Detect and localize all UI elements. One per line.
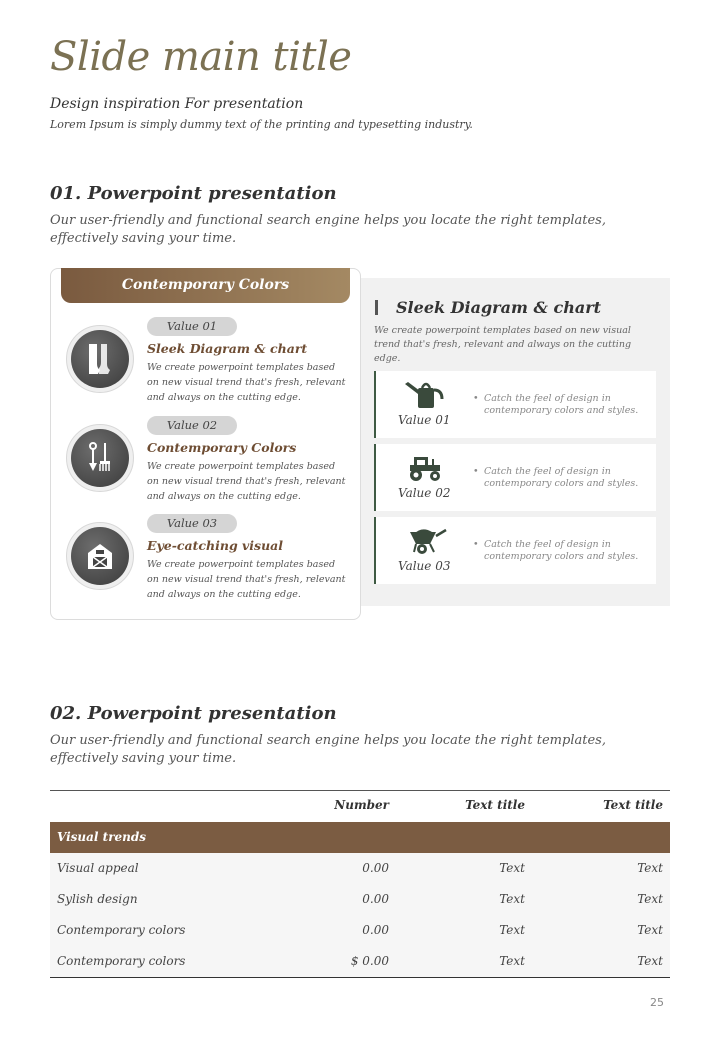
table-row: [50, 915, 670, 946]
icon-circle: [66, 424, 134, 492]
diagram-panel: [361, 278, 670, 606]
boots-icon: [85, 342, 115, 376]
table-cell: Sylish design: [57, 892, 138, 906]
table-header-cell: Text title: [465, 798, 525, 812]
item-title: Eye-catching visual: [147, 538, 284, 553]
card-item: [66, 416, 356, 511]
value-box: [374, 371, 656, 438]
barn-icon: [85, 541, 115, 571]
panel-title: Sleek Diagram & chart: [396, 298, 602, 317]
table-cell: Contemporary colors: [57, 923, 186, 937]
value-label: Value 01: [398, 413, 451, 427]
card-header: Contemporary Colors: [61, 268, 350, 303]
section1-desc: Our user-friendly and functional search engine helps you locate the right templates, effectively saving your time.: [50, 213, 606, 246]
table-cell: 0.00: [362, 923, 389, 937]
page-title: Slide main title: [50, 34, 352, 80]
table-group-row: [50, 822, 670, 853]
value-label: Value 02: [398, 486, 451, 500]
lorem-text: Lorem Ipsum is simply dummy text of the printing and typesetting industry.: [50, 118, 473, 131]
table-row: [50, 946, 670, 977]
table-cell: Text: [499, 861, 525, 875]
table-cell: Text: [499, 923, 525, 937]
page-subtitle: Design inspiration For presentation: [50, 96, 304, 112]
icon-circle: [66, 325, 134, 393]
table-header-cell: Text title: [603, 798, 663, 812]
table-cell: $ 0.00: [350, 954, 389, 968]
item-title: Contemporary Colors: [147, 440, 297, 455]
values-card: [50, 268, 361, 620]
table-cell: Contemporary colors: [57, 954, 186, 968]
value-bullet: • Catch the feel of design in contemporary colors and styles.: [473, 466, 648, 490]
table-cell: 0.00: [362, 861, 389, 875]
table-cell: Text: [637, 861, 663, 875]
section2-title: 02. Powerpoint presentation: [50, 703, 337, 724]
item-text: We create powerpoint templates based on new visual trend that's fresh, relevant and always on the cutting edge.: [147, 461, 346, 502]
value-pill: Value 01: [147, 317, 237, 336]
section2-desc: Our user-friendly and functional search engine helps you locate the right templates, effectively saving your time.: [50, 733, 606, 766]
tractor-icon: [402, 451, 448, 483]
card-item: [66, 317, 356, 412]
panel-desc: We create powerpoint templates based on new visual trend that's fresh, relevant and always on the cutting edge.: [374, 325, 632, 364]
card-item: [66, 514, 356, 609]
value-pill: Value 02: [147, 416, 237, 435]
garden-tools-icon: [85, 441, 115, 475]
item-title: Sleek Diagram & chart: [147, 341, 308, 356]
table-bottom-rule: [50, 977, 670, 978]
table-row: [50, 884, 670, 915]
value-box: [374, 444, 656, 511]
table-cell: Text: [637, 954, 663, 968]
table-cell: Text: [637, 892, 663, 906]
panel-accent-bar: [375, 300, 378, 315]
value-label: Value 03: [398, 559, 451, 573]
table-cell: Text: [499, 954, 525, 968]
table-cell: 0.00: [362, 892, 389, 906]
item-text: We create powerpoint templates based on new visual trend that's fresh, relevant and always on the cutting edge.: [147, 362, 346, 403]
value-bullet: • Catch the feel of design in contemporary colors and styles.: [473, 393, 648, 417]
value-pill: Value 03: [147, 514, 237, 533]
section1-title: 01. Powerpoint presentation: [50, 183, 337, 204]
table-header-row: [50, 790, 670, 821]
value-box: [374, 517, 656, 584]
watering-can-icon: [402, 378, 448, 410]
table-cell: Text: [499, 892, 525, 906]
table-cell: Visual appeal: [57, 861, 139, 875]
item-text: We create powerpoint templates based on new visual trend that's fresh, relevant and always on the cutting edge.: [147, 559, 346, 600]
icon-circle: [66, 522, 134, 590]
value-bullet: • Catch the feel of design in contemporary colors and styles.: [473, 539, 648, 563]
table-header-cell: Number: [334, 798, 389, 812]
wheelbarrow-icon: [402, 524, 448, 556]
table-row: [50, 853, 670, 884]
group-label: Visual trends: [57, 830, 147, 844]
page-number: 25: [650, 996, 664, 1009]
table-cell: Text: [637, 923, 663, 937]
